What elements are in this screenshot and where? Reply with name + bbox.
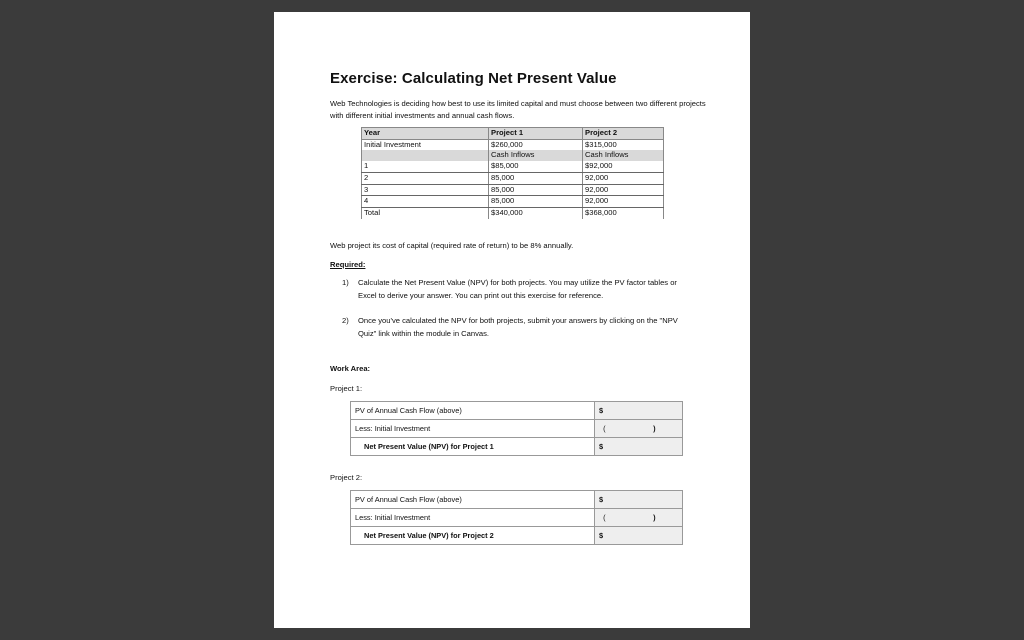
required-heading: Required: xyxy=(330,260,366,269)
document-page xyxy=(274,12,750,628)
right-paren: ) xyxy=(653,424,656,433)
npv-label: Net Present Value (NPV) for Project 2 xyxy=(351,527,595,545)
left-paren: ( xyxy=(603,424,606,433)
project-1-work-table xyxy=(350,401,683,456)
less-investment-label: Less: Initial Investment xyxy=(351,509,595,527)
total-p1: $340,000 xyxy=(489,207,583,218)
cash-inflows-label-p2: Cash Inflows xyxy=(583,150,664,161)
project-1-label: Project 1: xyxy=(330,384,363,393)
col-header-project-1: Project 1 xyxy=(489,128,583,140)
item-text: Calculate the Net Present Value (NPV) for both projects. You may utilize the PV factor tables or Excel to derive your answer. You can print out this exercise for reference. xyxy=(358,278,677,300)
year-cell: 1 xyxy=(362,161,489,172)
pv-label: PV of Annual Cash Flow (above) xyxy=(351,491,595,509)
table-row xyxy=(362,184,664,196)
cost-of-capital-text: Web project its cost of capital (required rate of return) to be 8% annually. xyxy=(330,241,574,250)
left-paren: ( xyxy=(603,513,606,522)
p1-cell: 85,000 xyxy=(489,184,583,196)
npv-label: Net Present Value (NPV) for Project 1 xyxy=(351,438,595,456)
table-row xyxy=(362,196,664,208)
npv-amount-field[interactable] xyxy=(595,438,683,456)
dollar-sign: $ xyxy=(599,531,604,540)
table-row xyxy=(362,161,664,172)
col-header-year: Year xyxy=(362,128,489,140)
project-2-work-table xyxy=(350,490,683,545)
item-number: 1) xyxy=(342,278,349,287)
year-cell: 2 xyxy=(362,172,489,184)
required-item-1 xyxy=(342,277,692,302)
pv-label: PV of Annual Cash Flow (above) xyxy=(351,402,595,420)
project-2-label: Project 2: xyxy=(330,473,363,482)
col-header-project-2: Project 2 xyxy=(583,128,664,140)
right-paren: ) xyxy=(653,513,656,522)
p2-cell: $92,000 xyxy=(583,161,664,172)
dollar-sign: $ xyxy=(599,442,604,451)
dollar-sign: $ xyxy=(599,495,604,504)
page-title: Exercise: Calculating Net Present Value xyxy=(330,70,617,87)
initial-investment-p2: $315,000 xyxy=(583,139,664,150)
cash-flow-table xyxy=(361,127,664,219)
investment-amount-field[interactable] xyxy=(595,420,683,438)
cash-inflows-row xyxy=(362,150,664,161)
table-header-row xyxy=(362,128,664,140)
initial-investment-label: Initial Investment xyxy=(362,139,489,150)
total-label: Total xyxy=(362,207,489,218)
p1-cell: $85,000 xyxy=(489,161,583,172)
p2-cell: 92,000 xyxy=(583,196,664,208)
work-area-heading: Work Area: xyxy=(330,364,371,373)
year-cell: 4 xyxy=(362,196,489,208)
dollar-sign: $ xyxy=(599,406,604,415)
p2-cell: 92,000 xyxy=(583,184,664,196)
item-text: Once you've calculated the NPV for both projects, submit your answers by clicking on the "NPV Quiz" link within the module in Canvas. xyxy=(358,316,678,338)
total-row xyxy=(362,207,664,218)
cash-inflows-label-p1: Cash Inflows xyxy=(489,150,583,161)
less-investment-label: Less: Initial Investment xyxy=(351,420,595,438)
p1-cell: 85,000 xyxy=(489,172,583,184)
initial-investment-row xyxy=(362,139,664,150)
intro-paragraph: Web Technologies is deciding how best to use its limited capital and must choose between two different projects with different initial investments and annual cash flows. xyxy=(330,99,706,120)
p2-cell: 92,000 xyxy=(583,172,664,184)
table-row xyxy=(362,172,664,184)
year-cell: 3 xyxy=(362,184,489,196)
p1-cell: 85,000 xyxy=(489,196,583,208)
item-number: 2) xyxy=(342,316,349,325)
npv-amount-field[interactable] xyxy=(595,527,683,545)
pv-amount-field[interactable] xyxy=(595,491,683,509)
pv-amount-field[interactable] xyxy=(595,402,683,420)
initial-investment-p1: $260,000 xyxy=(489,139,583,150)
required-item-2 xyxy=(342,315,692,340)
total-p2: $368,000 xyxy=(583,207,664,218)
investment-amount-field[interactable] xyxy=(595,509,683,527)
